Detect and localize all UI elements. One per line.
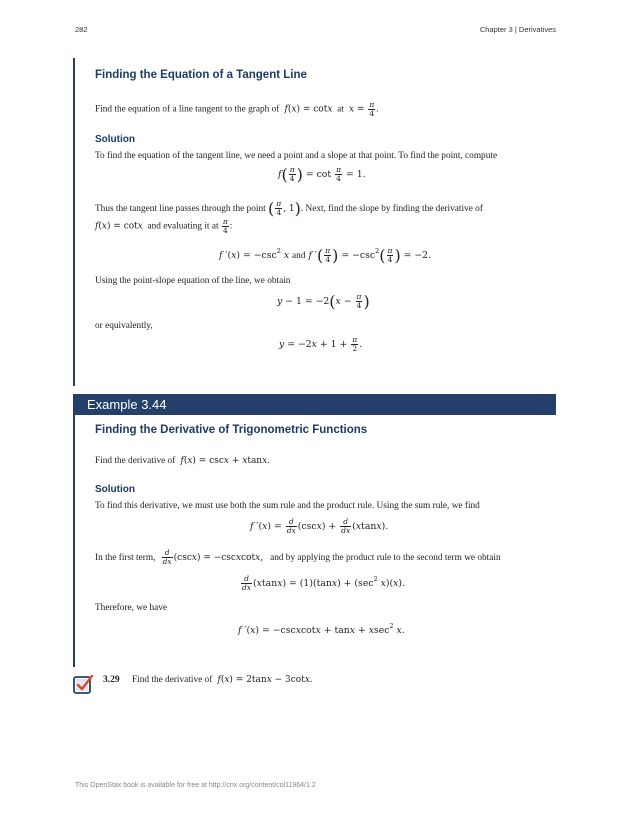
equation: f $'(x) = -\csc^2$ x and f ′( $\frac{\pi}{4}$ ) = $-\csc^2$( $\frac{\pi}{4}$ ) = −2. bbox=[219, 246, 432, 265]
section-title: Finding the Equation of a Tangent Line bbox=[95, 69, 307, 81]
equation: y − 1 = −2(x − $\frac{\pi}{4}$ ) bbox=[277, 292, 370, 311]
checkpoint-icon bbox=[73, 674, 93, 694]
equation: y = −2x + 1 + $\frac{\pi}{2}$ . bbox=[279, 335, 363, 353]
problem-text: Find the derivative of bbox=[95, 456, 176, 466]
paragraph: or equivalently, bbox=[95, 321, 153, 331]
example-label: Example 3.44 bbox=[87, 397, 167, 412]
exercise-text: Find the derivative of f(x) = 2tanx − 3cotx. bbox=[132, 675, 313, 685]
paragraph-text: . Next, find the slope by finding the derivative of bbox=[300, 204, 483, 214]
chapter-title: Chapter 3 | Derivatives bbox=[479, 25, 556, 34]
paragraph-text: and by applying the product rule to the second term we obtain bbox=[270, 553, 501, 563]
paragraph: To find the equation of the tangent line, we need a point and a slope at that point. To find the point, compute bbox=[95, 151, 498, 161]
problem-statement: Find the equation of a line tangent to the graph of f(x) = cotx at x = $\frac{\pi}{4}$ . bbox=[95, 100, 379, 118]
equation: f ′(x) = $\frac{d}{dx}$ (cscx) + $\frac{d}{dx}$ (xtanx). bbox=[250, 517, 389, 535]
footer-note: This OpenStax book is available for free at http://cnx.org/content/col11964/1.2 bbox=[75, 782, 316, 789]
equation-text: and bbox=[292, 251, 306, 261]
page-number: 282 bbox=[75, 25, 88, 34]
problem-text-at: at bbox=[337, 104, 344, 115]
solution-heading: Solution bbox=[95, 134, 135, 145]
paragraph: Therefore, we have bbox=[95, 603, 168, 613]
paragraph: In the first term, $\frac{d}{dx}$ (cscx) = −cscxcotx, and by applying the product rule to the second term we obtain bbox=[95, 548, 501, 566]
exercise-number: 3.29 bbox=[103, 675, 120, 685]
example-side-rule bbox=[73, 58, 75, 386]
problem-statement: Find the derivative of f(x) = cscx + xtanx. bbox=[95, 456, 270, 466]
example-banner bbox=[73, 394, 556, 415]
equation: f( $\frac{\pi}{4}$ ) = cot $\frac{\pi}{4}$ = 1. bbox=[278, 165, 366, 184]
paragraph: f(x) = cotx and evaluating it at $\frac{\pi}{4}$ : bbox=[95, 217, 233, 235]
exercise-prompt: Find the derivative of bbox=[132, 675, 213, 685]
paragraph-text: and evaluating it at bbox=[147, 221, 219, 232]
paragraph-text: In the first term, bbox=[95, 553, 156, 563]
section-title: Finding the Derivative of Trigonometric Functions bbox=[95, 424, 368, 436]
equation: f ′(x) = −cscxcotx + tanx + xsec$^2$ x. bbox=[238, 622, 405, 636]
paragraph: Using the point-slope equation of the line, we obtain bbox=[95, 276, 291, 286]
solution-heading: Solution bbox=[95, 484, 135, 495]
paragraph: Thus the tangent line passes through the point ( $\frac{\pi}{4}$ , 1). Next, find the slope by finding the derivative of bbox=[95, 199, 483, 218]
paragraph: To find this derivative, we must use both the sum rule and the product rule. Using the sum rule, we find bbox=[95, 501, 480, 511]
problem-text: Find the equation of a line tangent to the graph of bbox=[95, 104, 280, 115]
equation: $\frac{d}{dx}$ $(xtanx) = (1)(\tan x) + (\sec^2$ x)(x). bbox=[242, 574, 405, 592]
paragraph-text: Thus the tangent line passes through the point bbox=[95, 204, 266, 214]
example-side-rule bbox=[73, 415, 75, 667]
